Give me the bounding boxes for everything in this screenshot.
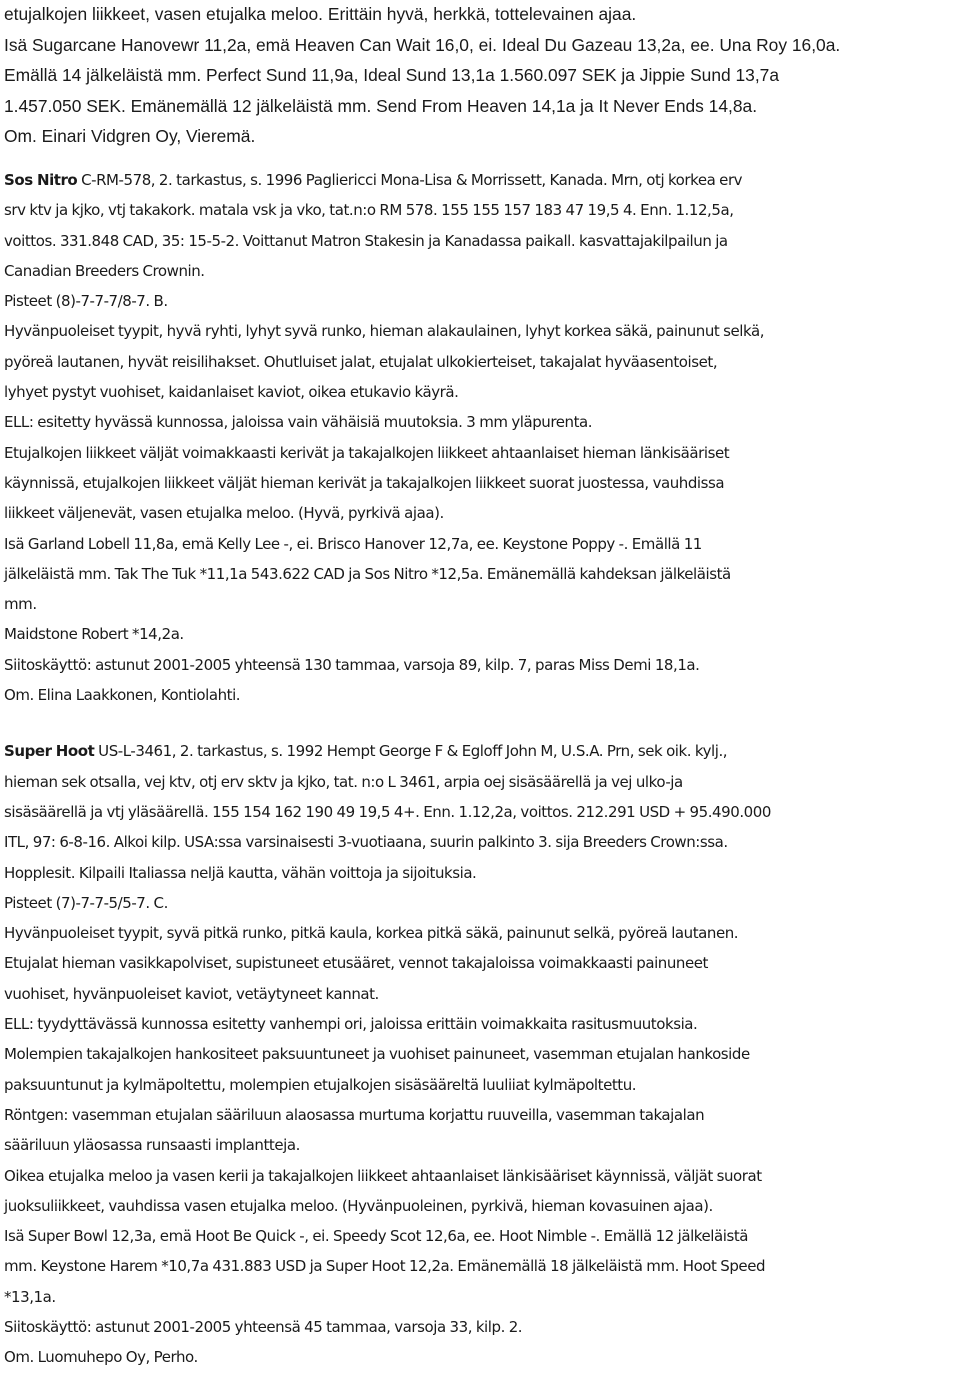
text-line: Etujalkojen liikkeet väljät voimakkaasti kerivät ja takajalkojen liikkeet ahtaanlaiset hieman länkisääriset [4,443,730,462]
text-line: ELL: tyydyttävässä kunnossa esitetty vanhempi ori, jaloissa erittäin voimakkaita rasitusmuutoksia. [4,1015,698,1034]
text-line: Röntgen: vasemman etujalan sääriluun alaosassa murtuma korjattu ruuveilla, vasemman takajalan [4,1105,705,1124]
text-line: Isä Super Bowl 12,3a, emä Hoot Be Quick -, ei. Speedy Scot 12,6a, ee. Hoot Nimble -. Emällä 12 jälkeläistä [4,1227,748,1246]
text-line: *13,1a. [4,1287,56,1306]
text-line: Molempien takajalkojen hankositeet paksuuntuneet ja vuohiset painuneet, vasemman etujalan hankoside [4,1045,750,1064]
text-line: ELL: esitetty hyvässä kunnossa, jaloissa vain vähäisiä muutoksia. 3 mm yläpurenta. [4,413,593,432]
text-line: sääriluun yläosassa runsaasti implantteja. [4,1136,300,1155]
entry-heading-line [4,165,958,195]
horse-entry-sos-nitro [4,165,958,710]
text-line: sisäsäärellä ja vtj yläsäärellä. 155 154 162 190 49 19,5 4+. Enn. 1.12,2a, voittos. 212.291 USD + 95.490.000 [4,802,771,821]
text-line: Maidstone Robert *14,2a. [4,625,184,644]
text-line: lyhyet pystyt vuohiset, kaidanlaiset kaviot, oikea etukavio käyrä. [4,383,459,402]
text-line: juoksuliikkeet, vauhdissa vasen etujalka meloo. (Hyvänpuoleinen, pyrkivä, hieman kovasuinen ajaa). [4,1196,713,1215]
text-line: srv ktv ja kjko, vtj takakork. matala vsk ja vko, tat.n:o RM 578. 155 155 157 183 47 19,5 4. Enn. 1.12,5a, [4,201,734,220]
text-line: mm. Keystone Harem *10,7a 431.883 USD ja Super Hoot 12,2a. Emänemällä 18 jälkeläistä mm. Hoot Speed [4,1257,766,1276]
text-line: Hopplesit. Kilpaili Italiassa neljä kautta, vähän voittoja ja sijoituksia. [4,863,477,882]
text-line: käynnissä, etujalkojen liikkeet väljät hieman kerivät ja takajalkojen liikkeet suorat juostessa, vauhdissa [4,473,725,492]
text-line: paksuuntunut ja kylmäpoltettu, molempien etujalkojen sisäsääreltä luuliiat kylmäpoltettu. [4,1075,637,1094]
text-line: Oikea etujalka meloo ja vasen kerii ja takajalkojen liikkeet ahtaanlaiset länkisääriset käynnissä, väljät suorat [4,1166,762,1185]
text-line: etujalkojen liikkeet, vasen etujalka meloo. Erittäin hyvä, herkkä, tottelevainen ajaa. [4,4,637,24]
text-line: Hyvänpuoleiset tyypit, syvä pitkä runko, pitkä kaula, korkea pitkä säkä, painunut selkä, pyöreä lautanen. [4,924,739,943]
text-line: jälkeläistä mm. Tak The Tuk *11,1a 543.622 CAD ja Sos Nitro *12,5a. Emänemällä kahdeksan jälkeläistä [4,564,731,583]
text-line: ITL, 97: 6-8-16. Alkoi kilp. USA:ssa varsinaisesti 3-vuotiaana, suurin palkinto 3. sija Breeders Crown:ssa. [4,833,728,852]
text-line: Hyvänpuoleiset tyypit, hyvä ryhti, lyhyt syvä runko, hieman alakaulainen, lyhyt korkea säkä, painunut selkä, [4,322,765,341]
entry-heading-text: US-L-3461, 2. tarkastus, s. 1992 Hempt George F & Egloff John M, U.S.A. Prn, sek oik. kylj., [94,742,728,761]
text-line: vuohiset, hyvänpuoleiset kaviot, vetäytyneet kannat. [4,984,379,1003]
text-line: mm. [4,595,37,614]
text-line: Canadian Breeders Crownin. [4,261,205,280]
horse-name: Super Hoot [4,742,95,761]
paragraph-gap [4,710,958,736]
text-line: Om. Luomuhepo Oy, Perho. [4,1348,198,1367]
text-line: Pisteet (7)-7-7-5/5-7. C. [4,893,168,912]
text-line: Pisteet (8)-7-7-7/8-7. B. [4,292,168,311]
entry-heading-text: C-RM-578, 2. tarkastus, s. 1996 Pagliericci Mona-Lisa & Morrissett, Kanada. Mrn, otj korkea erv [77,171,743,189]
text-line: Om. Einari Vidgren Oy, Vieremä. [4,126,256,147]
text-line: pyöreä lautanen, hyvät reisilihakset. Ohutluiset jalat, etujalat ulkokierteiset, takajalat hyväasentoiset, [4,352,718,371]
text-line: hieman sek otsalla, vej ktv, otj erv sktv ja kjko, tat. n:o L 3461, arpia oej sisäsäärellä ja vej ulko-ja [4,772,683,791]
text-line: Isä Sugarcane Hanovewr 11,2a, emä Heaven Can Wait 16,0, ei. Ideal Du Gazeau 13,2a, ee. Una Roy 16,0a. [4,34,841,55]
text-line: Emällä 14 jälkeläistä mm. Perfect Sund 11,9a, Ideal Sund 13,1a 1.560.097 SEK ja Jippie Sund 13,7a [4,65,780,86]
horse-entry-super-hoot [4,736,958,1372]
text-line: Siitoskäyttö: astunut 2001-2005 yhteensä 130 tammaa, varsoja 89, kilp. 7, paras Miss Demi 18,1a. [4,655,700,674]
entry-heading-line [4,736,958,766]
text-line: Etujalat hieman vasikkapolviset, supistuneet etusääret, vennot takajaloissa voimakkaasti painuneet [4,954,708,973]
text-line: Siitoskäyttö: astunut 2001-2005 yhteensä 45 tammaa, varsoja 33, kilp. 2. [4,1317,523,1336]
intro-paragraph [4,0,956,152]
text-line: 1.457.050 SEK. Emänemällä 12 jälkeläistä mm. Send From Heaven 14,1a ja It Never Ends 14,8a. [4,95,758,116]
text-line: liikkeet väljenevät, vasen etujalka meloo. (Hyvä, pyrkivä ajaa). [4,504,444,523]
horse-entries [4,165,958,1373]
text-line: Om. Elina Laakkonen, Kontiolahti. [4,686,241,705]
text-line: voittos. 331.848 CAD, 35: 15-5-2. Voittanut Matron Stakesin ja Kanadassa paikall. kasvattajakilpailun ja [4,231,728,250]
text-line: Isä Garland Lobell 11,8a, emä Kelly Lee -, ei. Brisco Hanover 12,7a, ee. Keystone Poppy -. Emällä 11 [4,534,702,553]
horse-name: Sos Nitro [4,171,78,189]
